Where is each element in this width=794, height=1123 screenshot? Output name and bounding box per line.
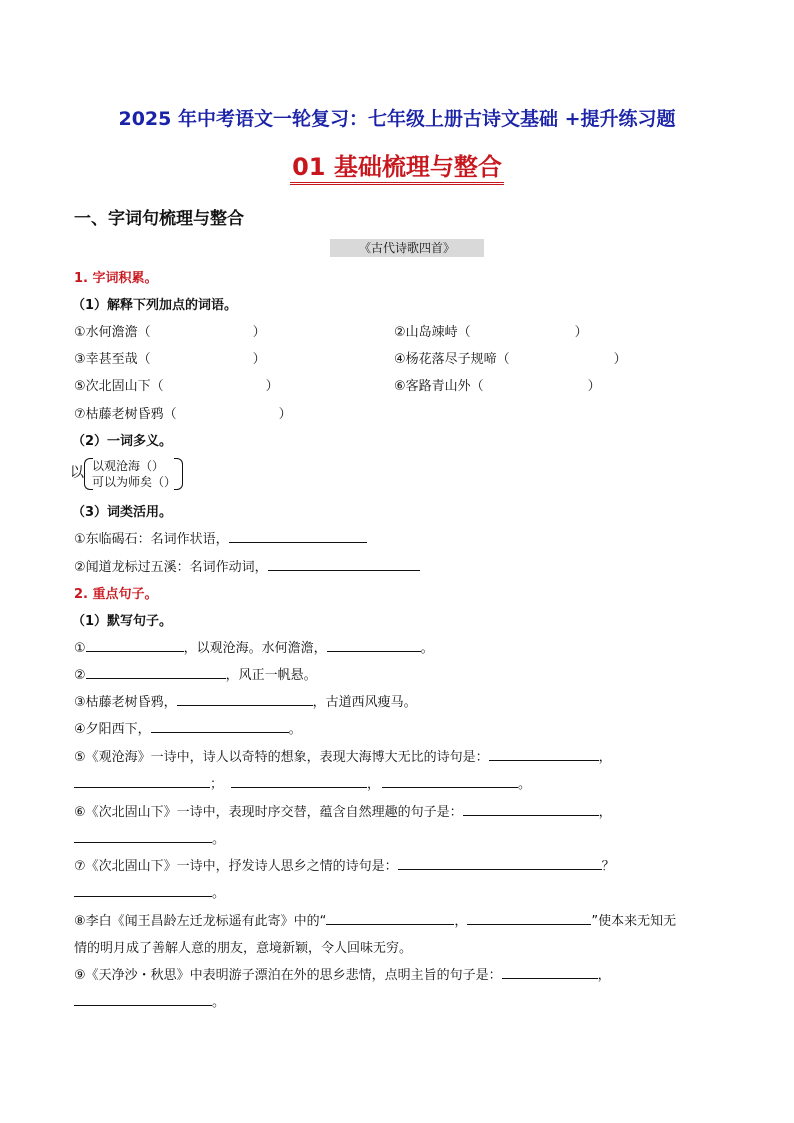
- line-text: 。: [518, 777, 532, 792]
- line-text: ⑥《次北固山下》一诗中，表现时序交替，蕴含自然理趣的句子是：: [74, 805, 463, 820]
- line-num: ②: [74, 668, 86, 683]
- line-text: ，: [454, 914, 468, 929]
- recite-line-4: [74, 718, 302, 737]
- s1-q2-heading: （2）一词多义。: [72, 434, 173, 449]
- right-brace: [174, 458, 183, 490]
- recite-line-9: [74, 964, 611, 983]
- s1-heading: 1. 字词积累。: [74, 271, 158, 286]
- part-heading: 一、字词句梳理与整合: [74, 209, 244, 229]
- vocab-item-2: [394, 321, 588, 340]
- line-text: ，风正一帆悬。: [225, 668, 317, 683]
- line-text: ⑧李白《闻王昌龄左迁龙标遥有此寄》中的“: [74, 914, 327, 929]
- answer-blank[interactable]: [229, 529, 367, 543]
- line-text: ，古道西风瘦马。: [312, 695, 417, 710]
- polysemy-char: 以: [70, 465, 84, 481]
- polysemy-group: [70, 457, 190, 493]
- answer-blank[interactable]: [74, 829, 212, 843]
- section-heading-text: 01 基础梳理与整合: [290, 152, 504, 185]
- close-paren: ）: [278, 407, 292, 422]
- close-paren: ）: [613, 352, 627, 367]
- answer-blank[interactable]: [489, 747, 599, 761]
- vocab-item-6: [394, 375, 601, 394]
- vocab-item-7: [74, 403, 292, 422]
- q3-item-2-text: ②闻道龙标过五溪：名词作动词，: [74, 560, 268, 575]
- close-paren: ）: [252, 352, 266, 367]
- recite-line-5b: [74, 773, 531, 792]
- answer-blank[interactable]: [463, 802, 599, 816]
- answer-blank[interactable]: [467, 911, 591, 925]
- section-heading: [0, 152, 794, 185]
- recite-line-6: [74, 801, 612, 820]
- line-text: ？: [601, 859, 615, 874]
- recite-line-8: [74, 910, 676, 929]
- close-paren: ）: [265, 379, 279, 394]
- line-text: 。: [288, 722, 302, 737]
- close-paren: ）: [252, 325, 266, 340]
- poem-banner: 《古代诗歌四首》: [330, 239, 484, 257]
- s1-q1-heading: （1）解释下列加点的词语。: [72, 298, 238, 313]
- close-paren: ）: [574, 325, 588, 340]
- recite-line-6b: [74, 828, 225, 847]
- vocab-item-5: [74, 375, 279, 394]
- vocab-item-1-text: ①水何澹澹（: [74, 325, 151, 340]
- vocab-item-4-text: ④杨花落尽子规啼（: [394, 352, 510, 367]
- recite-line-9b: [74, 991, 225, 1010]
- line-text: 。: [212, 886, 226, 901]
- answer-blank[interactable]: [74, 992, 212, 1006]
- line-text: ③枯藤老树昏鸦，: [74, 695, 177, 710]
- answer-blank[interactable]: [398, 856, 602, 870]
- line-text: ④夕阳西下，: [74, 722, 151, 737]
- line-text: ，: [598, 805, 612, 820]
- line-text: ；: [210, 777, 224, 792]
- vocab-item-5-text: ⑤次北固山下（: [74, 379, 164, 394]
- vocab-item-3: [74, 348, 266, 367]
- line-text: 。: [212, 832, 226, 847]
- recite-line-3: [74, 691, 417, 710]
- line-text: 。: [212, 995, 226, 1010]
- document-title: 2025 年中考语文一轮复习：七年级上册古诗文基础 +提升练习题: [118, 108, 676, 130]
- line-text: ⑦《次北固山下》一诗中，抒发诗人思乡之情的诗句是：: [74, 859, 398, 874]
- line-text: ，: [597, 968, 611, 983]
- vocab-item-6-text: ⑥客路青山外（: [394, 379, 484, 394]
- recite-line-7: [74, 855, 615, 874]
- answer-blank[interactable]: [151, 719, 289, 733]
- line-text: ，: [367, 777, 381, 792]
- line-text: ”使本来无知无: [591, 914, 677, 929]
- vocab-item-2-text: ②山岛竦峙（: [394, 325, 471, 340]
- answer-blank[interactable]: [231, 774, 367, 788]
- line-text: 。: [420, 641, 434, 656]
- answer-blank[interactable]: [327, 638, 421, 652]
- s2-heading: 2. 重点句子。: [74, 587, 158, 602]
- recite-line-5: [74, 746, 612, 765]
- answer-blank[interactable]: [74, 774, 210, 788]
- recite-line-7b: [74, 882, 225, 901]
- answer-blank[interactable]: [268, 557, 420, 571]
- q3-item-1: [74, 528, 367, 547]
- recite-line-1: [74, 637, 434, 656]
- answer-blank[interactable]: [177, 692, 313, 706]
- answer-blank[interactable]: [382, 774, 518, 788]
- vocab-item-7-text: ⑦枯藤老树昏鸦（: [74, 407, 177, 422]
- s1-q3-heading: （3）词类活用。: [72, 505, 173, 520]
- answer-blank[interactable]: [326, 911, 454, 925]
- line-num: ①: [74, 641, 86, 656]
- polysemy-line-2: 可以为师矣（）: [92, 475, 177, 489]
- vocab-item-4: [394, 348, 627, 367]
- recite-line-2: [74, 664, 317, 683]
- polysemy-line-1: 以观沧海（）: [92, 459, 165, 473]
- line-text: ，以观沧海。水何澹澹，: [183, 641, 327, 656]
- close-paren: ）: [587, 379, 601, 394]
- answer-blank[interactable]: [74, 883, 212, 897]
- q3-item-2: [74, 556, 420, 575]
- recite-line-8b: 情的明月成了善解人意的朋友，意境新颖，令人回味无穷。: [74, 941, 413, 956]
- answer-blank[interactable]: [502, 965, 598, 979]
- s2-q1-heading: （1）默写句子。: [72, 614, 173, 629]
- line-text: ⑨《天净沙・秋思》中表明游子漂泊在外的思乡悲情，点明主旨的句子是：: [74, 968, 502, 983]
- line-text: ⑤《观沧海》一诗中，诗人以奇特的想象，表现大海博大无比的诗句是：: [74, 750, 489, 765]
- answer-blank[interactable]: [86, 665, 226, 679]
- answer-blank[interactable]: [86, 638, 184, 652]
- vocab-item-3-text: ③幸甚至哉（: [74, 352, 151, 367]
- line-text: ，: [598, 750, 612, 765]
- vocab-item-1: [74, 321, 266, 340]
- q3-item-1-text: ①东临碣石：名词作状语，: [74, 532, 229, 547]
